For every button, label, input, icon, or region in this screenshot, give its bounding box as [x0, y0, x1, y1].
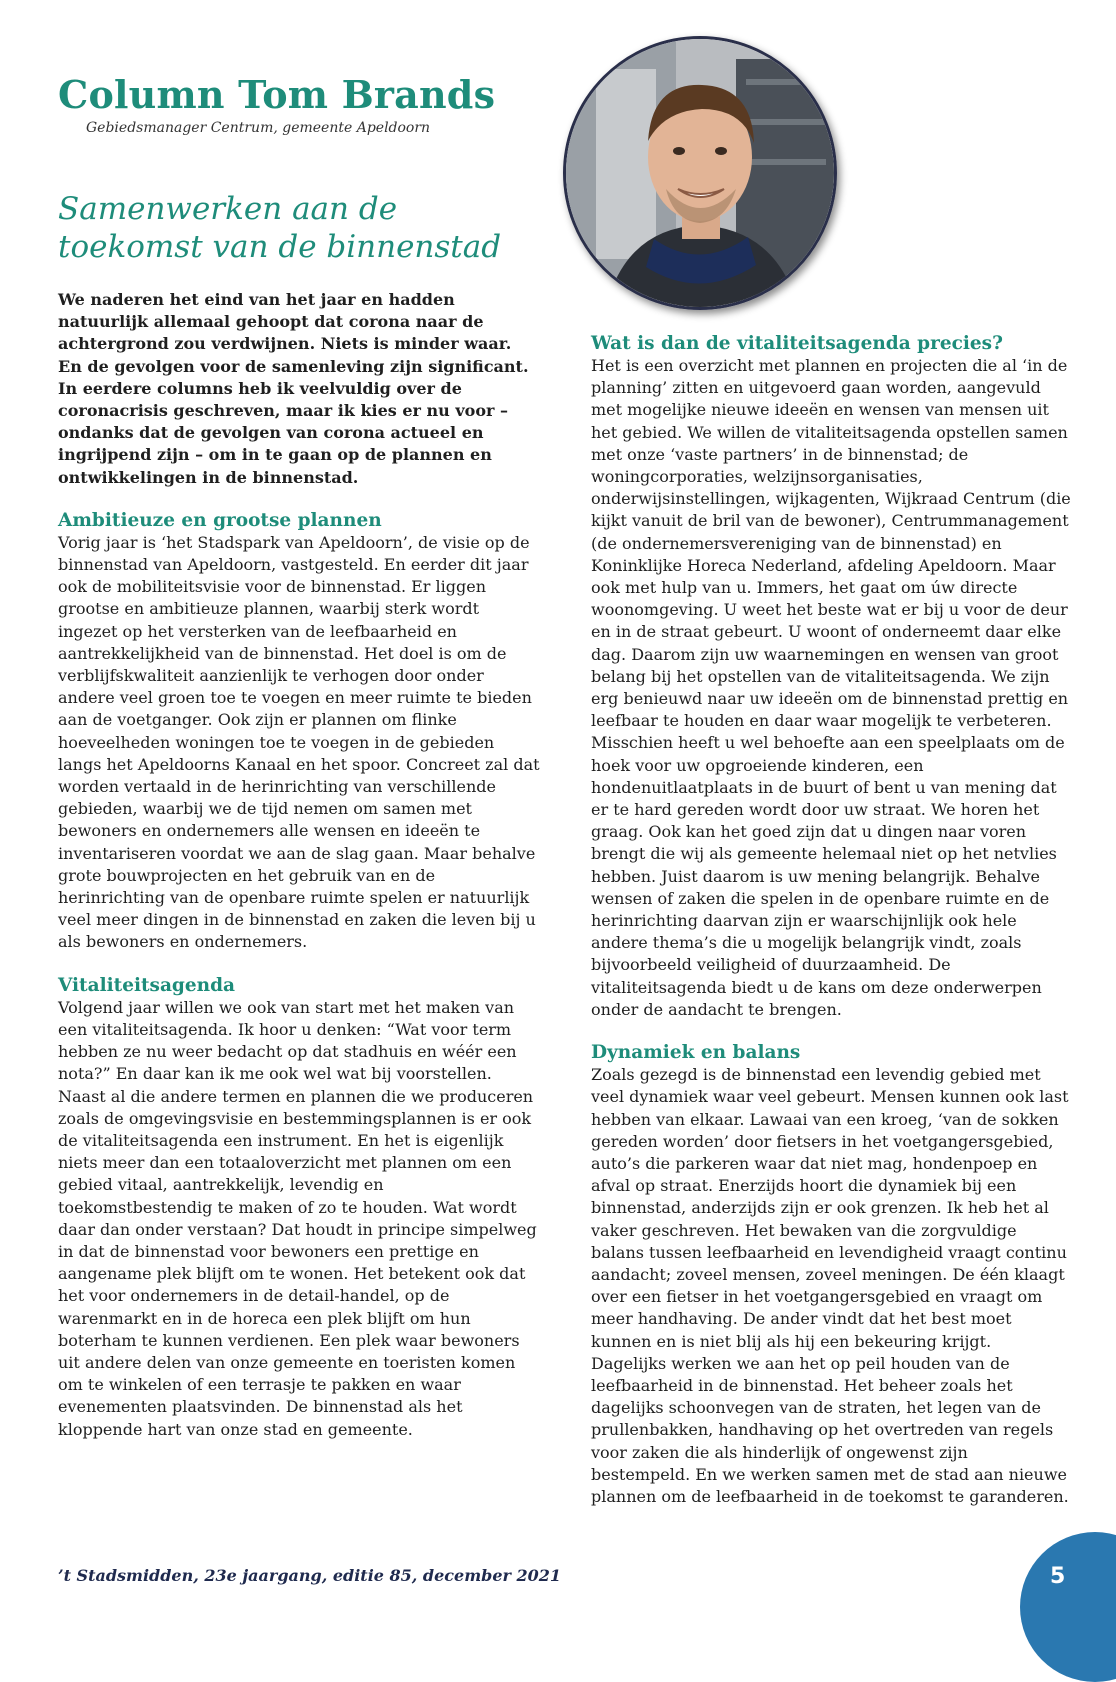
headline-line-1: Samenwerken aan de — [58, 191, 398, 227]
column-title: Column Tom Brands — [58, 72, 496, 117]
section-heading-plannen: Ambitieuze en grootse plannen — [58, 509, 382, 531]
headline-line-2: toekomst van de binnenstad — [58, 229, 502, 265]
section-heading-precies: Wat is dan de vitaliteitsagenda precies? — [591, 333, 1003, 354]
left-column — [58, 289, 540, 1441]
section-body-dynamiek: Zoals gezegd is de binnenstad een levendig gebied met veel dynamiek waar veel gebeurt. Mensen kunnen ook last hebben van elkaar. Lawaai van een kroeg, ‘van de sokken gereden worden’ door fietsers in het voetgangersgebied, auto’s die parkeren waar dat niet mag, hondenpoep en afval op straat. Enerzijds hoort die dynamiek bij een binnenstad, anderzijds zijn er ook grenzen. Ik heb het al vaker geschreven. Het bewaken van die zorgvuldige balans tussen leefbaarheid en levendigheid vraagt continu aandacht; zoveel mensen, zoveel meningen. De één klaagt over een fietser in het voetgangersgebied en vraagt om meer handhaving. De ander vindt dat het best moet kunnen en is niet blij als hij een bekeuring krijgt. Dagelijks werken we aan het op peil houden van de leefbaarheid in de binnenstad. Het beheer zoals het dagelijks schoonvegen van de straten, het legen van de prullenbakken, handhaving op het overtreden van regels voor zaken die als hinderlijk of ongewenst zijn bestempeld. En we werken samen met de stad aan nieuwe plannen om de leefbaarheid in de toekomst te garanderen. — [591, 1065, 1069, 1506]
section-heading-dynamiek: Dynamiek en balans — [591, 1042, 801, 1064]
publication-footer: ’t Stadsmidden, 23e jaargang, editie 85, december 2021 — [58, 1566, 562, 1585]
section-body-plannen: Vorig jaar is ‘het Stadspark van Apeldoorn’, de visie op de binnenstad van Apeldoorn, vastgesteld. En eerder dit jaar ook de mobiliteitsvisie voor de binnenstad. Er liggen grootse en ambitieuze plannen, waarbij sterk wordt ingezet op het versterken van de leefbaarheid en aantrekkelijkheid van de binnenstad. Het doel is om de verblijfskwaliteit aanzienlijk te verhogen door onder andere veel groen toe te voegen en meer ruimte te bieden aan de voetganger. Ook zijn er plannen om flinke hoeveelheden woningen toe te voegen in de gebieden langs het Apeldoorns Kanaal en het spoor. Concreet zal dat worden vertaald in de herinrichting van verschillende gebieden, waarbij we de tijd nemen om samen met bewoners en ondernemers alle wensen en ideeën te inventariseren voordat we aan de slag gaan. Maar behalve grote bouwprojecten en het gebruik van en de herinrichting van de openbare ruimte spelen er natuurlijk veel meer dingen in de binnenstad en zaken die leven bij u als bewoners en ondernemers. — [58, 532, 540, 952]
section-body-vitaliteitsagenda: Volgend jaar willen we ook van start met het maken van een vitaliteitsagenda. Ik hoor u denken: “Wat voor term hebben ze nu weer bedacht op dat stadhuis en wéér een nota?” En daar kan ik me ook wel wat bij voorstellen. Naast al die andere termen en plannen die we produceren zoals de omgevingsvisie en bestemmingsplannen is er ook de vitaliteitsagenda een instrument. En het is eigenlijk niets meer dan een totaaloverzicht met plannen om een gebied vitaal, aantrekkelijk, levendig en toekomstbestendig te maken of zo te houden. Wat wordt daar dan onder verstaan? Dat houdt in principe simpelweg in dat de binnenstad voor bewoners een prettige en aangename plek blijft om te wonen. Het betekent ook dat het voor ondernemers in de detail-handel, op de warenmarkt en in de horeca een plek blijft om hun boterham te kunnen verdienen. Een plek waar bewoners uit andere delen van onze gemeente en toeristen komen om te winkelen of een terrasje te pakken en waar evenementen plaatsvinden. De binnenstad als het kloppende hart van onze stad en gemeente. — [58, 997, 537, 1439]
page-number-badge — [1020, 1532, 1116, 1682]
article-headline — [58, 190, 528, 266]
author-portrait — [563, 36, 837, 310]
intro-paragraph: We naderen het eind van het jaar en hadden natuurlijk allemaal gehoopt dat corona naar de achtergrond zou verdwijnen. Niets is minder waar. En de gevolgen voor de samenleving zijn significant. In eerdere columns heb ik veelvuldig over de coronacrisis geschreven, maar ik kies er nu voor – ondanks dat de gevolgen van corona actueel en ingrijpend zijn – om in te gaan op de plannen en ontwikkelingen in de binnenstad. — [58, 290, 529, 487]
page-number: 5 — [1050, 1564, 1066, 1589]
portrait-photo-icon — [566, 39, 834, 307]
section-body-precies: Het is een overzicht met plannen en projecten die al ‘in de planning’ zitten en uitgevoerd gaan worden, aangevuld met mogelijke nieuwe ideeën en wensen van mensen uit het gebied. We willen de vitaliteitsagenda opstellen samen met onze ‘vaste partners’ in de binnenstad; de woningcorporaties, welzijnsorganisaties, onderwijsinstellingen, wijkagenten, Wijkraad Centrum (die kijkt vanuit de bril van de bewoner), Centrummanagement (de ondernemersvereniging van de binnenstad) en Koninklijke Horeca Nederland, afdeling Apeldoorn. Maar ook met hulp van u. Immers, het gaat om úw directe woonomgeving. U weet het beste wat er bij u voor de deur en in de straat gebeurt. U woont of onderneemt daar elke dag. Daarom zijn uw waarnemingen en wensen van groot belang bij het opstellen van de vitaliteitsagenda. We zijn erg benieuwd naar uw ideeën om de binnenstad prettig en leefbaar te houden en daar waar mogelijk te verbeteren. Misschien heeft u wel behoefte aan een speelplaats om de hoek voor uw opgroeiende kinderen, een hondenuitlaatplaats in de buurt of bent u van mening dat er te hard gereden wordt door uw straat. We horen het graag. Ook kan het goed zijn dat u dingen naar voren brengt die wij als gemeente helemaal niet op het netvlies hebben. Juist daarom is uw mening belangrijk. Behalve wensen of zaken die spelen in de openbare ruimte en de herinrichting daarvan zijn er waarschijnlijk ook hele andere thema’s die u mogelijk belangrijk vindt, zoals bijvoorbeeld veiligheid of duurzaamheid. De vitaliteitsagenda biedt u de kans om deze onderwerpen onder de aandacht te brengen. — [591, 356, 1071, 1019]
section-heading-vitaliteitsagenda: Vitaliteitsagenda — [58, 974, 236, 996]
right-column — [591, 333, 1071, 1508]
author-role: Gebiedsmanager Centrum, gemeente Apeldoorn — [86, 120, 431, 136]
